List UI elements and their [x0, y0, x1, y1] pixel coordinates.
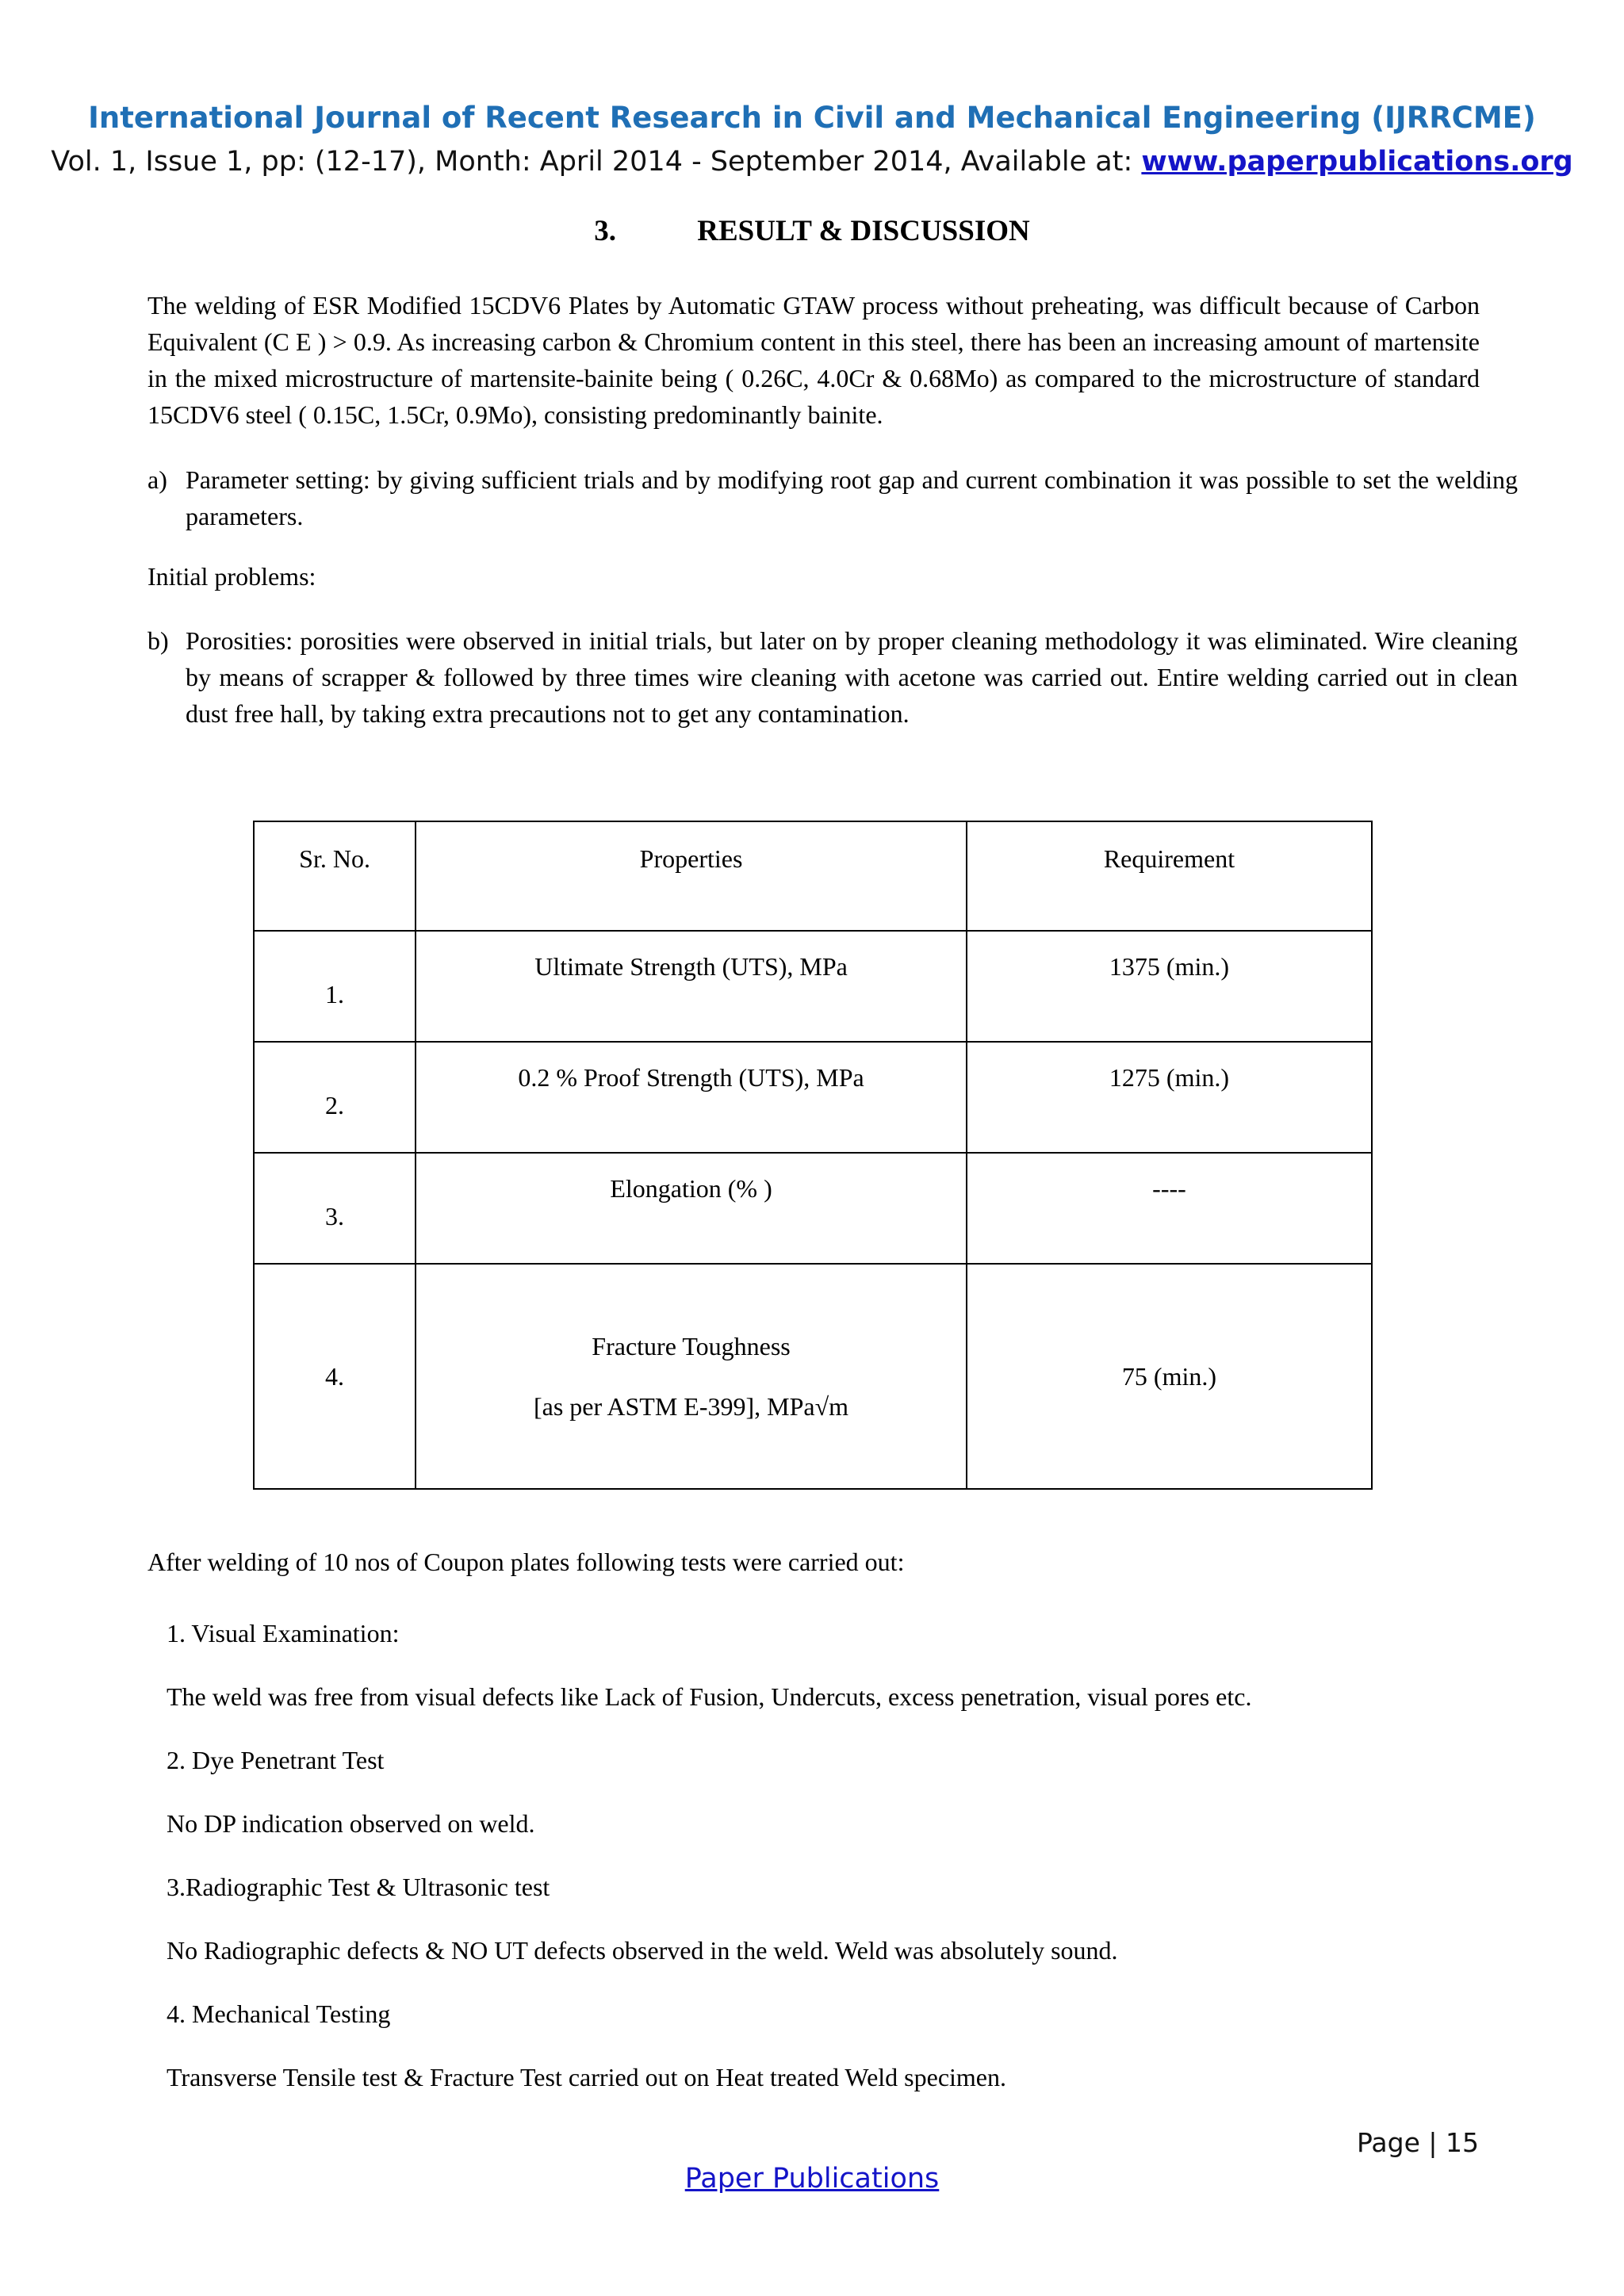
initial-problems-label: Initial problems:	[147, 562, 316, 591]
sr-cell: 4.	[254, 1264, 416, 1489]
requirement-cell: 1275 (min.)	[967, 1042, 1372, 1153]
test-result-radiographic: No Radiographic defects & NO UT defects observed in the weld. Weld was absolutely sound.	[167, 1936, 1118, 1965]
test-heading-dye-penetrant: 2. Dye Penetrant Test	[167, 1746, 385, 1774]
table-row	[254, 1153, 1372, 1264]
header-sr-no: Sr. No.	[254, 821, 416, 931]
sr-cell: 1.	[254, 931, 416, 1042]
properties-table	[253, 821, 1373, 1490]
property-cell	[416, 1264, 967, 1489]
item-a-paragraph	[147, 461, 1518, 534]
table-row	[254, 1264, 1372, 1489]
journal-meta	[0, 143, 1624, 181]
property-line-1: Fracture Toughness	[592, 1332, 791, 1360]
section-heading	[0, 214, 1624, 248]
test-result-visual: The weld was free from visual defects like Lack of Fusion, Undercuts, excess penetration, visual pores etc.	[167, 1682, 1252, 1711]
item-b-paragraph	[147, 622, 1518, 732]
journal-website-link[interactable]: www.paperpublications.org	[1141, 146, 1573, 178]
property-cell: Elongation (% )	[416, 1153, 967, 1264]
sr-cell: 2.	[254, 1042, 416, 1153]
page-header	[0, 94, 1624, 181]
requirement-cell: ----	[967, 1153, 1372, 1264]
publisher-link[interactable]: Paper Publications	[684, 2163, 940, 2195]
property-line-2: [as per ASTM E-399], MPa√m	[533, 1392, 849, 1421]
section-title: RESULT & DISCUSSION	[697, 215, 1030, 247]
table-row	[254, 1042, 1372, 1153]
requirement-cell: 1375 (min.)	[967, 931, 1372, 1042]
intro-paragraph: The welding of ESR Modified 15CDV6 Plates by Automatic GTAW process without preheating, was difficult because of Carbon Equivalent (C E ) > 0.9. As increasing carbon & Chromium content in this steel, there has been an increasing amount of martensite in the mixed microstructure of martensite-bainite being ( 0.26C, 4.0Cr & 0.68Mo) as compared to the microstructure of standard 15CDV6 steel ( 0.15C, 1.5Cr, 0.9Mo), consisting predominantly bainite.	[147, 291, 1480, 429]
page-number: Page | 15	[1357, 2127, 1479, 2158]
table-header-row	[254, 821, 1372, 931]
property-cell: 0.2 % Proof Strength (UTS), MPa	[416, 1042, 967, 1153]
item-a-marker: a)	[147, 465, 167, 494]
sr-cell: 3.	[254, 1153, 416, 1264]
requirement-cell: 75 (min.)	[967, 1264, 1372, 1489]
tests-intro: After welding of 10 nos of Coupon plates following tests were carried out:	[147, 1548, 905, 1576]
table-row	[254, 931, 1372, 1042]
test-heading-mechanical: 4. Mechanical Testing	[167, 1999, 391, 2028]
item-b-marker: b)	[147, 626, 169, 655]
item-b-text: Porosities: porosities were observed in initial trials, but later on by proper cleaning methodology it was eliminated. Wire cleaning by means of scrapper & followed by three times wire cleaning with acetone was carried out. Entire welding carried out in clean dust free hall, by taking extra precautions not to get any contamination.	[186, 626, 1518, 728]
test-heading-radiographic: 3.Radiographic Test & Ultrasonic test	[167, 1873, 550, 1901]
property-cell: Ultimate Strength (UTS), MPa	[416, 931, 967, 1042]
journal-meta-text: Vol. 1, Issue 1, pp: (12-17), Month: April 2014 - September 2014, Available at:	[51, 146, 1142, 178]
page-footer	[0, 2163, 1624, 2195]
section-number: 3.	[594, 215, 616, 247]
test-result-mechanical: Transverse Tensile test & Fracture Test carried out on Heat treated Weld specimen.	[167, 2063, 1006, 2091]
test-heading-visual: 1. Visual Examination:	[167, 1619, 400, 1647]
header-requirement: Requirement	[967, 821, 1372, 931]
header-properties: Properties	[416, 821, 967, 931]
test-result-dye-penetrant: No DP indication observed on weld.	[167, 1809, 535, 1838]
journal-title: International Journal of Recent Research in Civil and Mechanical Engineering (IJRRCME)	[88, 101, 1536, 135]
item-a-text: Parameter setting: by giving sufficient trials and by modifying root gap and current combination it was possible to set the welding parameters.	[186, 465, 1518, 530]
